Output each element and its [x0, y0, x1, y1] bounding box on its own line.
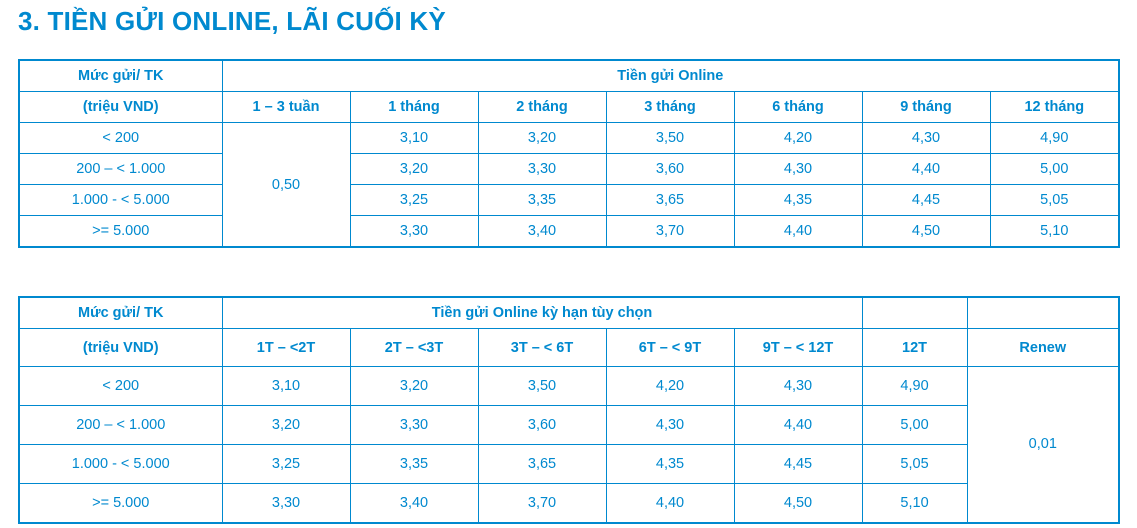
- cell-rate: 4,40: [734, 216, 862, 248]
- cell-rate: 3,20: [478, 123, 606, 154]
- table-subheader-row: [19, 92, 1119, 123]
- cell-rate: 3,30: [478, 154, 606, 185]
- table-online-flexible-term: [18, 296, 1120, 524]
- header-group-online: Tiền gửi Online: [222, 60, 1119, 92]
- header-term-12-months: 12 tháng: [990, 92, 1119, 123]
- cell-rate: 3,20: [350, 367, 478, 406]
- header-term-9t-12t: 9T – < 12T: [734, 329, 862, 367]
- cell-rate: 3,70: [606, 216, 734, 248]
- cell-rate: 3,70: [478, 484, 606, 523]
- cell-rate: 4,50: [862, 216, 990, 248]
- cell-rate-1-3-weeks: 0,50: [222, 123, 350, 248]
- row-label: >= 5.000: [19, 216, 222, 248]
- cell-rate: 3,20: [350, 154, 478, 185]
- table-row: [19, 484, 1119, 523]
- cell-rate: 3,50: [478, 367, 606, 406]
- cell-rate: 4,90: [990, 123, 1119, 154]
- header-term-1-3-weeks: 1 – 3 tuần: [222, 92, 350, 123]
- cell-rate: 4,30: [606, 406, 734, 445]
- header-renew: Renew: [967, 329, 1119, 367]
- cell-rate: 3,35: [350, 445, 478, 484]
- table-row: [19, 406, 1119, 445]
- cell-rate: 4,20: [734, 123, 862, 154]
- cell-rate: 3,40: [350, 484, 478, 523]
- cell-rate: 3,25: [222, 445, 350, 484]
- cell-rate: 3,30: [222, 484, 350, 523]
- cell-rate: 3,25: [350, 185, 478, 216]
- row-label: >= 5.000: [19, 484, 222, 523]
- header-term-1-month: 1 tháng: [350, 92, 478, 123]
- row-label: < 200: [19, 367, 222, 406]
- page-title: 3. TIỀN GỬI ONLINE, LÃI CUỐI KỲ: [18, 6, 446, 36]
- cell-rate: 4,40: [862, 154, 990, 185]
- cell-rate: 4,40: [734, 406, 862, 445]
- cell-rate: 4,30: [734, 154, 862, 185]
- header-term-1t-2t: 1T – <2T: [222, 329, 350, 367]
- cell-rate: 3,60: [606, 154, 734, 185]
- header-group-spacer: [862, 297, 967, 329]
- table-row: [19, 445, 1119, 484]
- cell-rate: 5,05: [862, 445, 967, 484]
- header-deposit-level: Mức gửi/ TK: [19, 297, 222, 329]
- cell-rate: 5,00: [862, 406, 967, 445]
- table-subheader-row: [19, 329, 1119, 367]
- table-online-fixed-term: [18, 59, 1120, 248]
- table-row: [19, 154, 1119, 185]
- cell-rate: 3,35: [478, 185, 606, 216]
- table-online-fixed-term-wrapper: [18, 59, 1120, 248]
- table-row: [19, 216, 1119, 248]
- header-group-online-flexible: Tiền gửi Online kỳ hạn tùy chọn: [222, 297, 862, 329]
- cell-rate: 3,50: [606, 123, 734, 154]
- header-term-2-months: 2 tháng: [478, 92, 606, 123]
- cell-rate: 4,45: [862, 185, 990, 216]
- cell-rate: 4,40: [606, 484, 734, 523]
- cell-rate: 3,60: [478, 406, 606, 445]
- cell-rate: 3,65: [478, 445, 606, 484]
- cell-rate: 5,00: [990, 154, 1119, 185]
- header-unit-million-vnd: (triệu VND): [19, 329, 222, 367]
- header-deposit-level: Mức gửi/ TK: [19, 60, 222, 92]
- cell-rate: 4,35: [734, 185, 862, 216]
- header-term-3t-6t: 3T – < 6T: [478, 329, 606, 367]
- cell-rate: 4,20: [606, 367, 734, 406]
- row-label: 1.000 - < 5.000: [19, 185, 222, 216]
- cell-rate: 3,20: [222, 406, 350, 445]
- cell-rate: 3,40: [478, 216, 606, 248]
- cell-rate: 5,10: [990, 216, 1119, 248]
- header-renew-spacer: [967, 297, 1119, 329]
- header-term-6-months: 6 tháng: [734, 92, 862, 123]
- table-online-flexible-term-wrapper: [18, 296, 1120, 524]
- row-label: 200 – < 1.000: [19, 154, 222, 185]
- cell-rate: 3,30: [350, 216, 478, 248]
- cell-rate: 5,05: [990, 185, 1119, 216]
- table-row: [19, 123, 1119, 154]
- header-term-6t-9t: 6T – < 9T: [606, 329, 734, 367]
- cell-rate: 4,50: [734, 484, 862, 523]
- cell-rate: 3,10: [350, 123, 478, 154]
- row-label: < 200: [19, 123, 222, 154]
- cell-rate: 4,90: [862, 367, 967, 406]
- cell-rate: 3,10: [222, 367, 350, 406]
- row-label: 1.000 - < 5.000: [19, 445, 222, 484]
- table-header-row: [19, 60, 1119, 92]
- cell-rate: 3,30: [350, 406, 478, 445]
- row-label: 200 – < 1.000: [19, 406, 222, 445]
- table-row: [19, 367, 1119, 406]
- cell-rate: 5,10: [862, 484, 967, 523]
- header-term-2t-3t: 2T – <3T: [350, 329, 478, 367]
- cell-rate: 4,35: [606, 445, 734, 484]
- header-unit-million-vnd: (triệu VND): [19, 92, 222, 123]
- cell-rate-renew: 0,01: [967, 367, 1119, 523]
- header-term-12t: 12T: [862, 329, 967, 367]
- header-term-3-months: 3 tháng: [606, 92, 734, 123]
- table-header-row: [19, 297, 1119, 329]
- header-term-9-months: 9 tháng: [862, 92, 990, 123]
- cell-rate: 4,30: [734, 367, 862, 406]
- cell-rate: 4,45: [734, 445, 862, 484]
- cell-rate: 3,65: [606, 185, 734, 216]
- cell-rate: 4,30: [862, 123, 990, 154]
- table-row: [19, 185, 1119, 216]
